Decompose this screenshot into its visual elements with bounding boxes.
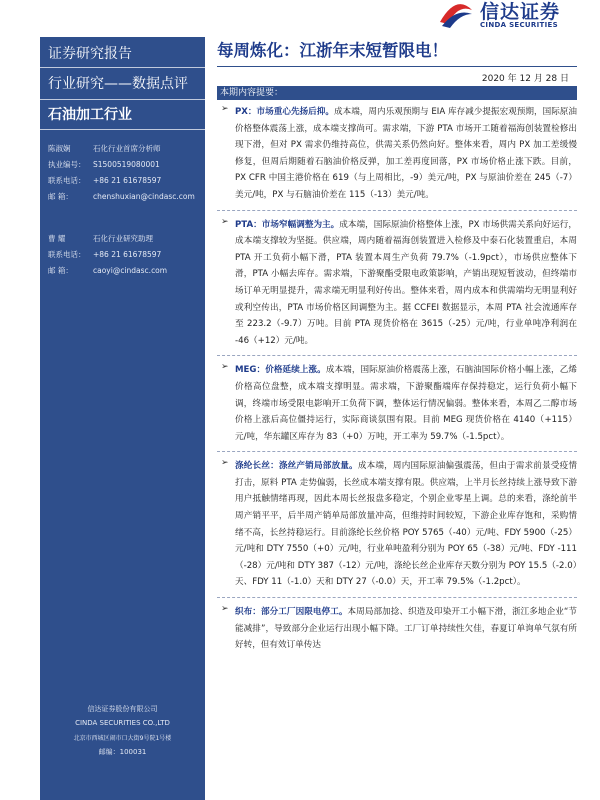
report-type: 证券研究报告 <box>48 46 132 62</box>
summary-header: 本期内容提要： <box>217 86 577 100</box>
company-name: 信达证券股份有限公司 <box>87 705 158 713</box>
list-item-lead: MEG：价格延续上涨。 <box>235 365 326 376</box>
section-divider <box>217 210 577 211</box>
list-item-lead: 织布：部分工厂因限电停工。 <box>235 607 348 618</box>
analyst1-email[interactable]: 邮 箱： chenshuxian@cindasc.com <box>48 192 195 201</box>
analyst1-title: 石化行业首席分析师 <box>93 144 161 153</box>
list-item-lead: PTA：市场窄幅调整为主。 <box>235 219 340 230</box>
company-address: 北京市西城区闹市口大街9号院1号楼 <box>73 735 172 742</box>
logo-cn-text: 信达证券 <box>480 1 561 23</box>
sidebar-divider <box>40 99 205 100</box>
company-postcode: 邮编：100031 <box>98 748 147 756</box>
list-item-body: 成本端，周内乐观预期与 EIA 库存减少提振宏观预期，国际原油价格整体震荡上涨，成本端支撑尚可。需求端，下游 PTA 市场开工随着福海创装置检修出现下滑，但对 PX 需求仍维持高位，供需关系仍然向好。整体来看，周内 PX 加工差缓慢修复，但周后期随着石脑油价格反弹，加工差再度回落，PX 市场价格止涨下跌。目前，PX CFR 中国主港价格在 619（与上周相比，-9）美元/吨，PX 与原油价差在 245（-7）美元/吨，PX 与石脑油价差在 115（-13）美元/吨。 <box>235 107 577 200</box>
list-item-body: 成本端，国际原油价格震荡上涨，石脑油国际价格小幅上涨，乙烯价格高位盘整，成本端支撑明显。需求端，下游聚酯端库存保持稳定，运行负荷小幅下调，终端市场受限电影响开工负荷下调，整体运行情况偏弱。整体来看，本周乙二醇市场价格上涨后高位僵持运行，实际商谈氛围有限。目前 MEG 现货价格在 4140（+115）元/吨，华东罐区库存为 83（+0）万吨，开工率为 59.7%（-1.5pct）。 <box>235 365 577 442</box>
section-divider <box>217 355 577 356</box>
list-item-text <box>235 104 577 204</box>
analyst1-info: 执业编号： S1500519080001 <box>48 160 160 169</box>
list-item-body: 本周局部加捻、织造及印染开工小幅下滑，浙江多地企业“节能减排”，导致部分企业运行出现小幅下降。工厂订单持续性欠佳，春夏订单询单气氛有所好转，但有效订单传达 <box>235 607 577 651</box>
list-item <box>217 604 577 654</box>
summary-list <box>217 104 577 660</box>
analyst2-email[interactable]: 邮 箱： caoyi@cindasc.com <box>48 266 168 275</box>
analyst2-title: 石化行业研究助理 <box>93 234 153 243</box>
sidebar <box>40 37 205 800</box>
title-divider <box>217 66 577 67</box>
bullet-arrow-icon: ➢ <box>221 458 229 469</box>
report-date: 2020 年 12 月 28 日 <box>481 74 569 84</box>
company-name-en: CINDA SECURITIES CO.,LTD <box>75 719 170 727</box>
section-divider <box>217 597 577 598</box>
list-item-body: 成本端，国际原油价格整体上涨，PX 市场供需关系向好运行，成本端支撑较为坚挺。供应端，周内随着福海创装置进入检修及中泰石化装置重启，本周 PTA 开工负荷小幅下滑，PTA 装置本周生产负荷 79.7%（-1.9pct），市场供应整体下滑，PTA 小幅去库存。需求端，下游聚酯受限电政策影响，产销出现短暂波动，但终端市场订单无明显提升，需求端无明显利好传出。整体来看，周内成本和供需端均无明显利好或利空传出，PTA 市场价格区间调整为主。据 CCFEI 数据显示，本周 PTA 社会流通库存至 223.2（-9.7）万吨。目前 PTA 现货价格在 3615（-25）元/吨，行业单吨净利润在 -46（+12）元/吨。 <box>235 219 577 346</box>
sidebar-divider <box>40 129 205 130</box>
bullet-arrow-icon: ➢ <box>221 362 229 373</box>
list-item <box>217 458 577 591</box>
analyst1-name: 陈淑娴 <box>48 144 71 153</box>
list-item-lead: 涤纶长丝：涤丝产销局部放量。 <box>235 461 358 472</box>
list-item-lead: PX：市场重心先扬后抑。 <box>235 107 334 117</box>
report-category: 行业研究——数据点评 <box>48 76 188 92</box>
list-item-text <box>235 604 577 654</box>
page-title: 每周炼化：江浙年末短暂限电！ <box>217 41 448 60</box>
list-item-body: 成本端，周内国际原油偏强震荡，但由于需求前景受疫情打击，原料 PTA 走势偏弱，长丝成本端支撑有限。供应端，上半月长丝持续上涨导致下游用户抵触情绪再现，因此本周长丝报盘多稳定，个别企业零星上调。总的来看，涤纶前半周产销平平，后半周产销单局部放量冲高，但维持时间较短，下游企业库存饱和，采购情绪不高，长丝持稳运行。目前涤纶长丝价格 POY 5765（-40）元/吨、FDY 5900（-25）元/吨和 DTY 7550（+0）元/吨，行业单吨盈利分别为 POY 65（-38）元/吨、FDY -111（-28）元/吨和 DTY 387（-12）元/吨，涤纶长丝企业库存天数分别为 POY 15.5（-2.0）天、FDY 11（-1.0）天和 DTY 27（-0.0）天，开工率 79.5%（-1.2pct）。 <box>235 461 577 588</box>
bullet-arrow-icon: ➢ <box>221 604 229 615</box>
industry-name: 石油加工行业 <box>48 107 132 123</box>
list-item-text <box>235 458 577 591</box>
list-item <box>217 217 577 350</box>
analyst1-phone: 联系电话： +86 21 61678597 <box>48 176 162 185</box>
cinda-logo-mark-icon <box>438 0 474 30</box>
analyst2-name: 曹 耀 <box>48 234 66 243</box>
analyst2-header <box>48 233 153 244</box>
analyst2-phone: 联系电话： +86 21 61678597 <box>48 250 162 259</box>
list-item <box>217 104 577 204</box>
list-item-text <box>235 217 577 350</box>
logo-en-text: CINDA SECURITIES <box>480 21 558 29</box>
section-divider <box>217 451 577 452</box>
bullet-arrow-icon: ➢ <box>221 104 229 114</box>
list-item <box>217 362 577 445</box>
analyst1-header <box>48 143 161 154</box>
bullet-arrow-icon: ➢ <box>221 216 229 227</box>
sidebar-divider <box>40 67 205 68</box>
list-item-text <box>235 362 577 445</box>
cinda-logo <box>430 0 600 34</box>
